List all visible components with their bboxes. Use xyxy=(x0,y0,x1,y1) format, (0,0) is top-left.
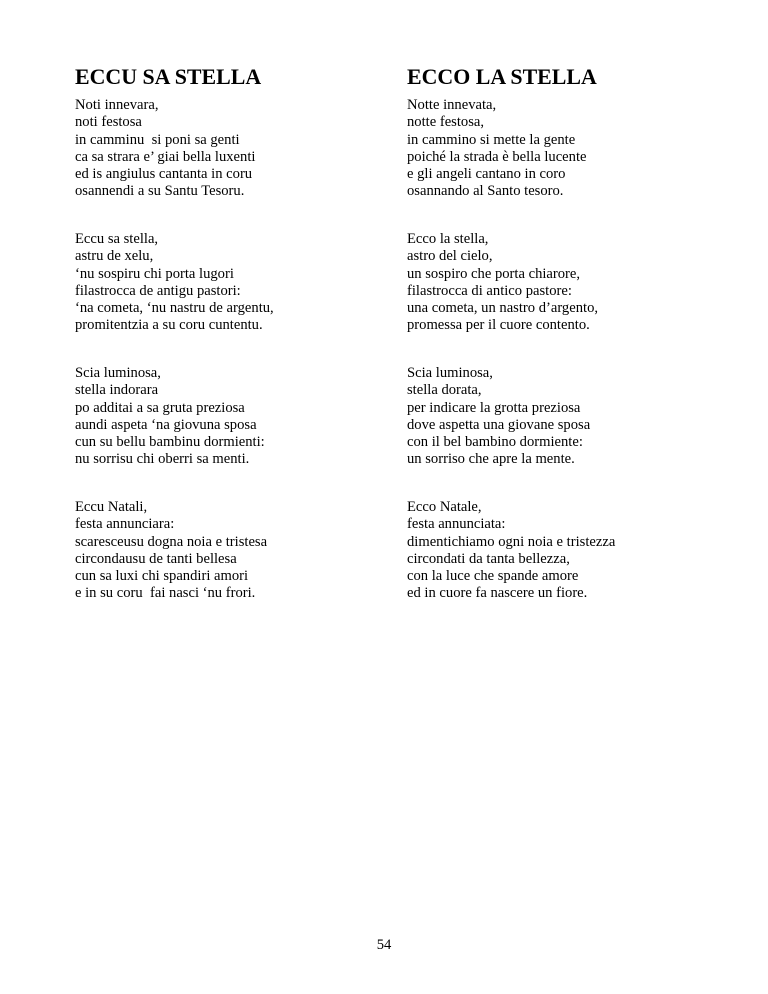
sardinian-stanza-1 xyxy=(75,97,395,201)
poem-line: Scia luminosa, xyxy=(407,365,493,381)
poem-line: ‘nu sospiru chi porta lugori xyxy=(75,265,234,282)
poem-line: ca sa strara e’ giai bella luxenti xyxy=(75,148,256,165)
poem-line: osannendi a su Santu Tesoru. xyxy=(75,183,245,200)
poem-line: un sorriso che apre la mente. xyxy=(407,451,575,468)
italian-stanza-1 xyxy=(407,97,727,201)
poem-line: e in su coru fai nasci ‘nu frori. xyxy=(75,585,256,602)
poem-line: in camminu si poni sa genti xyxy=(75,131,240,148)
poem-line: stella dorata, xyxy=(407,382,482,399)
poem-line: promitentzia a su coru cuntentu. xyxy=(75,317,263,334)
poem-line: in cammino si mette la gente xyxy=(407,131,576,148)
poem-line: notte festosa, xyxy=(407,114,485,131)
sardinian-stanza-2 xyxy=(75,231,395,335)
sardinian-stanza-4 xyxy=(75,499,395,603)
poem-line: astru de xelu, xyxy=(75,248,154,265)
sardinian-stanza-3 xyxy=(75,365,395,469)
poem-line: scaresceusu dogna noia e tristesa xyxy=(75,533,268,550)
poem-line: una cometa, un nastro d’argento, xyxy=(407,300,599,317)
poem-line: Scia luminosa, xyxy=(75,365,161,381)
poem-line: filastrocca di antico pastore: xyxy=(407,282,572,299)
italian-stanza-3 xyxy=(407,365,727,469)
italian-column xyxy=(407,64,707,602)
poem-line: astro del cielo, xyxy=(407,248,493,265)
poem-line: circondati da tanta bellezza, xyxy=(407,550,570,567)
page-number: 54 xyxy=(376,937,392,953)
poem-line: ‘na cometa, ‘nu nastru de argentu, xyxy=(75,300,274,317)
poem-line: cun sa luxi chi spandiri amori xyxy=(75,568,249,585)
poem-line: festa annunciara: xyxy=(75,516,175,533)
poem-line: con la luce che spande amore xyxy=(407,568,579,585)
poem-line: Notte innevata, xyxy=(407,97,497,113)
poem-line: con il bel bambino dormiente: xyxy=(407,434,583,451)
poem-line: dove aspetta una giovane sposa xyxy=(407,416,591,433)
poem-line: dimentichiamo ogni noia e tristezza xyxy=(407,533,616,550)
poem-line: po additai a sa gruta preziosa xyxy=(75,399,245,416)
poem-line: filastrocca de antigu pastori: xyxy=(75,282,241,299)
poem-line: Ecco la stella, xyxy=(407,231,489,247)
poem-line: promessa per il cuore contento. xyxy=(407,317,590,334)
poem-line: Noti innevara, xyxy=(75,97,159,113)
poem-line: noti festosa xyxy=(75,114,142,131)
italian-stanza-2 xyxy=(407,231,727,335)
italian-stanza-4 xyxy=(407,499,727,603)
poem-line: ed is angiulus cantanta in coru xyxy=(75,166,253,183)
poem-line: Eccu Natali, xyxy=(75,499,148,515)
poem-line: festa annunciata: xyxy=(407,516,506,533)
poem-line: Eccu sa stella, xyxy=(75,231,159,247)
poem-line: poiché la strada è bella lucente xyxy=(407,148,587,165)
poem-line: aundi aspeta ‘na giovuna sposa xyxy=(75,416,257,433)
sardinian-title: ECCU SA STELLA xyxy=(75,64,262,89)
poem-line: ed in cuore fa nascere un fiore. xyxy=(407,585,588,602)
italian-title: ECCO LA STELLA xyxy=(407,64,597,89)
poem-line: nu sorrisu chi oberri sa menti. xyxy=(75,451,250,468)
poem-line: circondausu de tanti bellesa xyxy=(75,550,237,567)
poem-line: cun su bellu bambinu dormienti: xyxy=(75,434,265,451)
poem-line: per indicare la grotta preziosa xyxy=(407,399,581,416)
poem-line: e gli angeli cantano in coro xyxy=(407,166,566,183)
sardinian-column xyxy=(75,64,375,602)
poem-line: Ecco Natale, xyxy=(407,499,482,515)
poem-line: osannando al Santo tesoro. xyxy=(407,183,564,200)
poem-line: un sospiro che porta chiarore, xyxy=(407,265,581,282)
poem-line: stella indorara xyxy=(75,382,159,399)
